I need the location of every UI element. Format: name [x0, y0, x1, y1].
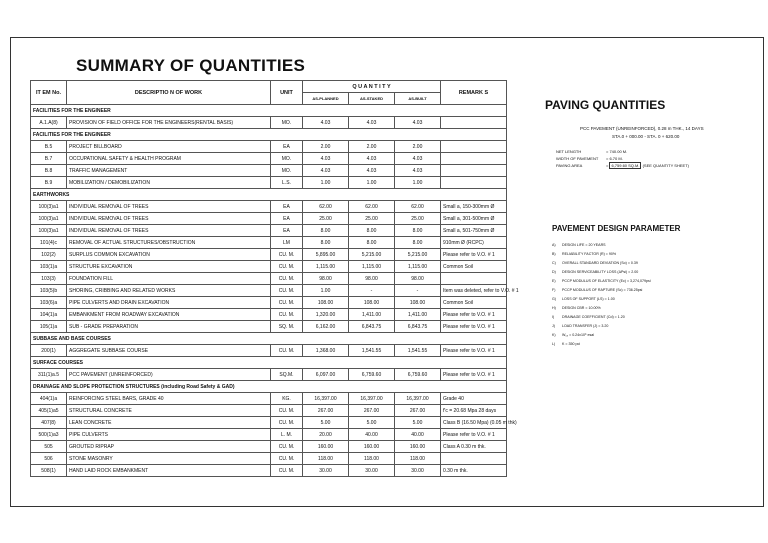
parameter-value: LOSS OF SUPPORT (LS) = 1.00	[562, 297, 615, 301]
table-row	[31, 393, 507, 405]
as-staked-cell: 1,115.00	[349, 261, 395, 273]
item-cell: A.1.A(8)	[31, 117, 67, 129]
item-cell: 103(1)a	[31, 261, 67, 273]
remarks-cell: Common Soil	[441, 297, 507, 309]
item-cell: 505	[31, 441, 67, 453]
section-title: FACILITIES FOR THE ENGINEER	[31, 129, 507, 141]
as-staked-cell: 4.03	[349, 153, 395, 165]
as-planned-cell: 1,115.00	[303, 261, 349, 273]
table-row	[31, 465, 507, 477]
header-as-built: AS-BUILT	[395, 93, 441, 105]
parameter-key: B)	[552, 252, 556, 256]
table-row	[31, 117, 507, 129]
item-cell: 103(5)b	[31, 285, 67, 297]
description-cell: STRUCTURE EXCAVATION	[67, 261, 271, 273]
remarks-cell: Please refer to V.O. # 1	[441, 321, 507, 333]
table-row	[31, 417, 507, 429]
header-as-staked: AS-STAKED	[349, 93, 395, 105]
description-cell: INDIVIDUAL REMOVAL OF TREES	[67, 201, 271, 213]
as-staked-cell: 25.00	[349, 213, 395, 225]
as-built-cell: 1,541.55	[395, 345, 441, 357]
design-parameter-item	[552, 313, 651, 322]
as-staked-cell: 6,843.75	[349, 321, 395, 333]
header-item: IT EM No.	[31, 81, 67, 105]
paving-area-label: PAVING AREA	[556, 163, 583, 168]
item-cell: 103(6)a	[31, 297, 67, 309]
design-parameters	[552, 241, 651, 349]
as-staked-cell: 1,541.55	[349, 345, 395, 357]
description-cell: SHORING, CRIBBING AND RELATED WORKS	[67, 285, 271, 297]
as-built-cell: 62.00	[395, 201, 441, 213]
description-cell: REMOVAL OF ACTUAL STRUCTURES/OBSTRUCTION	[67, 237, 271, 249]
remarks-cell	[441, 165, 507, 177]
description-cell: PCC PAVEMENT (UNREINFORCED)	[67, 369, 271, 381]
paving-area-value: 6,759.60 SQ.M.	[611, 163, 640, 168]
table-row	[31, 225, 507, 237]
design-parameter-item	[552, 304, 651, 313]
remarks-cell	[441, 273, 507, 285]
unit-cell: CU. M.	[271, 261, 303, 273]
design-parameter-item	[552, 268, 651, 277]
as-built-cell: 2.00	[395, 141, 441, 153]
remarks-cell: 0.30 m thk.	[441, 465, 507, 477]
item-cell: B.7	[31, 153, 67, 165]
as-built-cell: 108.00	[395, 297, 441, 309]
parameter-key: C)	[552, 261, 556, 265]
as-planned-cell: 160.00	[303, 441, 349, 453]
section-header-row	[31, 357, 507, 369]
remarks-cell: Small a, 501-750mm Ø	[441, 225, 507, 237]
as-built-cell: 1,411.00	[395, 309, 441, 321]
description-cell: LEAN CONCRETE	[67, 417, 271, 429]
parameter-key: F)	[552, 288, 556, 292]
unit-cell: CU. M.	[271, 285, 303, 297]
design-parameter-item	[552, 331, 651, 340]
as-staked-cell: 1,411.00	[349, 309, 395, 321]
as-planned-cell: 4.03	[303, 117, 349, 129]
item-cell: 100(3)a1	[31, 201, 67, 213]
item-cell: 508(1)	[31, 465, 67, 477]
remarks-cell: Please refer to V.O. # 1	[441, 369, 507, 381]
width-value: = 6.70 M.	[606, 156, 623, 161]
as-planned-cell: 4.03	[303, 165, 349, 177]
section-header-row	[31, 105, 507, 117]
design-parameter-item	[552, 340, 651, 349]
remarks-cell: Class B (16.50 Mpa) (0.05 m thk)	[441, 417, 507, 429]
unit-cell: CU. M.	[271, 465, 303, 477]
as-staked-cell: 6,759.60	[349, 369, 395, 381]
as-built-cell: -	[395, 285, 441, 297]
as-built-cell: 8.00	[395, 225, 441, 237]
item-cell: 506	[31, 453, 67, 465]
section-title: DRAINAGE AND SLOPE PROTECTION STRUCTURES (including Road Safety & GAD)	[31, 381, 507, 393]
item-cell: 200(1)	[31, 345, 67, 357]
description-cell: PIPE CULVERTS	[67, 429, 271, 441]
parameter-value: PCCP MODULUS OF ELASTICITY (Ec) = 3,274,079psi	[562, 279, 651, 283]
as-built-cell: 40.00	[395, 429, 441, 441]
table-row	[31, 297, 507, 309]
table-row	[31, 249, 507, 261]
parameter-key: H)	[552, 306, 556, 310]
table-row	[31, 405, 507, 417]
description-cell: TRAFFIC MANAGEMENT	[67, 165, 271, 177]
as-planned-cell: 8.00	[303, 225, 349, 237]
table-row	[31, 345, 507, 357]
as-built-cell: 4.03	[395, 165, 441, 177]
as-built-cell: 1.00	[395, 177, 441, 189]
header-quantity: Q U A N T I T Y	[303, 81, 441, 93]
item-cell: 404(1)a	[31, 393, 67, 405]
parameter-key: A)	[552, 243, 556, 247]
section-header-row	[31, 189, 507, 201]
parameter-key: L)	[552, 342, 556, 346]
unit-cell: KG.	[271, 393, 303, 405]
as-planned-cell: 8.00	[303, 237, 349, 249]
remarks-cell: Common Soil	[441, 261, 507, 273]
parameter-value: DRAINAGE COEFFICIENT (Cd) = 1.20	[562, 315, 625, 319]
table-row	[31, 165, 507, 177]
as-staked-cell: 1.00	[349, 177, 395, 189]
width-label: WIDTH OF PAVEMENT	[556, 156, 599, 161]
parameter-value: K = 350 pci	[562, 342, 581, 346]
design-parameter-item	[552, 322, 651, 331]
as-staked-cell: 40.00	[349, 429, 395, 441]
parameter-value: DESIGN LIFE = 20 YEARS	[562, 243, 606, 247]
unit-cell: CU. M.	[271, 441, 303, 453]
as-planned-cell: 5.00	[303, 417, 349, 429]
as-planned-cell: 108.00	[303, 297, 349, 309]
description-cell: PROVISION OF FIELD OFFICE FOR THE ENGINEERS(RENTAL BASIS)	[67, 117, 271, 129]
item-cell: 105(1)a	[31, 321, 67, 333]
remarks-cell	[441, 177, 507, 189]
description-cell: PROJECT BILLBOARD	[67, 141, 271, 153]
as-planned-cell: 1,368.00	[303, 345, 349, 357]
as-staked-cell: 8.00	[349, 225, 395, 237]
item-cell: 101(4)c	[31, 237, 67, 249]
parameter-key: D)	[552, 270, 556, 274]
section-header-row	[31, 129, 507, 141]
table-row	[31, 153, 507, 165]
remarks-cell: f'c = 20.68 Mpa 28 days	[441, 405, 507, 417]
as-staked-cell: 267.00	[349, 405, 395, 417]
unit-cell: CU. M.	[271, 297, 303, 309]
as-planned-cell: 6,162.00	[303, 321, 349, 333]
as-built-cell: 118.00	[395, 453, 441, 465]
remarks-cell: Please refer to V.O. # 1	[441, 429, 507, 441]
item-cell: B.9	[31, 177, 67, 189]
as-planned-cell: 1,320.00	[303, 309, 349, 321]
unit-cell: EA	[271, 225, 303, 237]
table-row	[31, 453, 507, 465]
design-parameter-item	[552, 259, 651, 268]
table-row	[31, 429, 507, 441]
design-parameter-item	[552, 295, 651, 304]
unit-cell: SQ.M.	[271, 369, 303, 381]
as-built-cell: 4.03	[395, 117, 441, 129]
remarks-cell	[441, 453, 507, 465]
as-built-cell: 8.00	[395, 237, 441, 249]
description-cell: SUB - GRADE PREPARATION	[67, 321, 271, 333]
description-cell: REINFORCING STEEL BARS, GRADE 40	[67, 393, 271, 405]
unit-cell: CU. M.	[271, 405, 303, 417]
paving-area-note: (SEE QUANTITY SHEET)	[642, 163, 689, 168]
remarks-cell: Small a, 150-300mm Ø	[441, 201, 507, 213]
description-cell: INDIVIDUAL REMOVAL OF TREES	[67, 213, 271, 225]
page-title: SUMMARY OF QUANTITIES	[76, 56, 306, 75]
remarks-cell	[441, 141, 507, 153]
description-cell: HAND LAID ROCK EMBANKMENT	[67, 465, 271, 477]
description-cell: STONE MASONRY	[67, 453, 271, 465]
item-cell: 311(1)a.5	[31, 369, 67, 381]
header-as-planned: AS-PLANNED	[303, 93, 349, 105]
design-parameter-item	[552, 286, 651, 295]
as-built-cell: 5.00	[395, 417, 441, 429]
as-planned-cell: 20.00	[303, 429, 349, 441]
unit-cell: CU. M.	[271, 345, 303, 357]
as-staked-cell: 4.03	[349, 117, 395, 129]
as-planned-cell: 6,097.00	[303, 369, 349, 381]
as-planned-cell: 1.00	[303, 177, 349, 189]
remarks-cell: Please refer to V.O. # 1	[441, 309, 507, 321]
as-staked-cell: 5.00	[349, 417, 395, 429]
parameter-value: DESIGN SERVICEABILITY LOSS (ΔPsi) = 2.00	[562, 270, 639, 274]
remarks-cell	[441, 117, 507, 129]
unit-cell: CU. M.	[271, 453, 303, 465]
section-title: SURFACE COURSES	[31, 357, 507, 369]
parameter-key: G)	[552, 297, 556, 301]
as-staked-cell: 62.00	[349, 201, 395, 213]
unit-cell: CU. M.	[271, 309, 303, 321]
design-parameter-item	[552, 277, 651, 286]
remarks-cell: Class A 0.30 m thk.	[441, 441, 507, 453]
table-row	[31, 369, 507, 381]
item-cell: B.8	[31, 165, 67, 177]
table-row	[31, 273, 507, 285]
parameter-value: PCCP MODULUS OF RAPTURE (Sc) = 736.25psi	[562, 288, 643, 292]
as-planned-cell: 2.00	[303, 141, 349, 153]
item-cell: 103(3)	[31, 273, 67, 285]
as-planned-cell: 4.03	[303, 153, 349, 165]
design-parameter-item	[552, 250, 651, 259]
as-built-cell: 98.00	[395, 273, 441, 285]
as-built-cell: 5,215.00	[395, 249, 441, 261]
as-built-cell: 1,115.00	[395, 261, 441, 273]
item-cell: 102(2)	[31, 249, 67, 261]
paving-title: PAVING QUANTITIES	[545, 98, 666, 112]
paving-values: NET LENGTH = 740.00 M. WIDTH OF PAVEMENT = 6.70 M. PAVING AREA = 6,759.60 SQ.M. (SEE QUANTITY SHEET)	[556, 149, 689, 168]
quantities-table	[30, 80, 519, 477]
header-remarks: REMARK S	[441, 81, 507, 105]
paving-line-1: PCC PAVEMENT (UNREINFORCED), 0.28 m THK., 14 DAYS	[580, 126, 704, 131]
section-header-row	[31, 333, 507, 345]
as-staked-cell: 5,215.00	[349, 249, 395, 261]
unit-cell: MO.	[271, 153, 303, 165]
unit-cell: EA	[271, 201, 303, 213]
description-cell: SURPLUS COMMON EXCAVATION	[67, 249, 271, 261]
description-cell: OCCUPATIONAL SAFETY & HEALTH PROGRAM	[67, 153, 271, 165]
unit-cell: LM	[271, 237, 303, 249]
as-built-cell: 160.00	[395, 441, 441, 453]
parameter-value: W₁₈ = 0.24x10⁶ esal	[562, 333, 595, 337]
parameter-value: RELIABILITY FACTOR (R) = 90%	[562, 252, 617, 256]
unit-cell: EA	[271, 213, 303, 225]
table-row	[31, 309, 507, 321]
table-row	[31, 261, 507, 273]
quantities-body	[31, 105, 519, 477]
table-row	[31, 237, 507, 249]
remarks-cell: 910mm Ø (RCPC)	[441, 237, 507, 249]
design-title: PAVEMENT DESIGN PARAMETER	[552, 224, 681, 233]
as-staked-cell: 2.00	[349, 141, 395, 153]
parameter-key: J)	[552, 324, 555, 328]
description-cell: FOUNDATION FILL	[67, 273, 271, 285]
as-built-cell: 25.00	[395, 213, 441, 225]
section-title: FACILITIES FOR THE ENGINEER	[31, 105, 507, 117]
as-staked-cell: 30.00	[349, 465, 395, 477]
table-row	[31, 285, 507, 297]
as-planned-cell: 30.00	[303, 465, 349, 477]
parameter-value: OVERALL STANDARD DEVIATION (So) = 0.39	[562, 261, 638, 265]
as-staked-cell: 8.00	[349, 237, 395, 249]
as-planned-cell: 5,895.00	[303, 249, 349, 261]
item-cell: 405(1)a5	[31, 405, 67, 417]
table-row	[31, 441, 507, 453]
description-cell: MOBILIZATION / DEMOBILIZATION	[67, 177, 271, 189]
as-staked-cell: 160.00	[349, 441, 395, 453]
item-cell: B.5	[31, 141, 67, 153]
as-staked-cell: 16,397.00	[349, 393, 395, 405]
as-planned-cell: 118.00	[303, 453, 349, 465]
item-cell: 500(1)a3	[31, 429, 67, 441]
net-length-value: = 740.00 M.	[606, 149, 628, 154]
item-cell: 407(8)	[31, 417, 67, 429]
header-description: DESCRIPTIO N OF WORK	[67, 81, 271, 105]
unit-cell: MO.	[271, 165, 303, 177]
table-row	[31, 141, 507, 153]
item-cell: 100(3)a1	[31, 225, 67, 237]
remarks-cell: Please refer to V.O. # 1	[441, 345, 507, 357]
as-staked-cell: 118.00	[349, 453, 395, 465]
as-built-cell: 267.00	[395, 405, 441, 417]
remarks-cell: Please refer to V.O. # 1	[441, 249, 507, 261]
as-built-cell: 30.00	[395, 465, 441, 477]
section-title: SUBBASE AND BASE COURSES	[31, 333, 507, 345]
unit-cell: EA	[271, 141, 303, 153]
header-unit: UNIT	[271, 81, 303, 105]
parameter-key: E)	[552, 279, 556, 283]
description-cell: EMBANKMENT FROM ROADWAY EXCAVATION	[67, 309, 271, 321]
table-row	[31, 177, 507, 189]
table-row	[31, 321, 507, 333]
unit-cell: L. M.	[271, 429, 303, 441]
parameter-key: K)	[552, 333, 556, 337]
item-cell: 100(3)a1	[31, 213, 67, 225]
table-row	[31, 201, 507, 213]
unit-cell: CU. M.	[271, 417, 303, 429]
description-cell: PIPE CULVERTS AND DRAIN EXCAVATION	[67, 297, 271, 309]
description-cell: STRUCTURAL CONCRETE	[67, 405, 271, 417]
net-length-label: NET LENGTH	[556, 149, 582, 154]
as-planned-cell: 16,397.00	[303, 393, 349, 405]
unit-cell: MO.	[271, 117, 303, 129]
as-staked-cell: -	[349, 285, 395, 297]
parameter-value: DESIGN CBR = 10.00%	[562, 306, 601, 310]
as-built-cell: 16,397.00	[395, 393, 441, 405]
as-planned-cell: 25.00	[303, 213, 349, 225]
section-title: EARTHWORKS	[31, 189, 507, 201]
table-row	[31, 213, 507, 225]
section-header-row	[31, 381, 507, 393]
as-staked-cell: 98.00	[349, 273, 395, 285]
as-planned-cell: 1.00	[303, 285, 349, 297]
remarks-cell: Item was deleted, refer to V.O. # 1	[441, 285, 507, 297]
as-built-cell: 4.03	[395, 153, 441, 165]
parameter-value: LOAD TRANSFER (J) = 3.20	[562, 324, 609, 328]
unit-cell: L.S.	[271, 177, 303, 189]
design-parameter-item	[552, 241, 651, 250]
item-cell: 104(1)a	[31, 309, 67, 321]
description-cell: GROUTED RIPRAP	[67, 441, 271, 453]
description-cell: INDIVIDUAL REMOVAL OF TREES	[67, 225, 271, 237]
as-staked-cell: 4.03	[349, 165, 395, 177]
remarks-cell: Small a, 301-500mm Ø	[441, 213, 507, 225]
as-planned-cell: 62.00	[303, 201, 349, 213]
as-staked-cell: 108.00	[349, 297, 395, 309]
remarks-cell	[441, 153, 507, 165]
parameter-key: I)	[552, 315, 555, 319]
unit-cell: CU. M.	[271, 249, 303, 261]
remarks-cell: Grade 40	[441, 393, 507, 405]
as-built-cell: 6,843.75	[395, 321, 441, 333]
unit-cell: SQ. M.	[271, 321, 303, 333]
paving-line-2: STA.0 + 000.00 - STA. 0 + 620.00	[612, 134, 680, 139]
as-planned-cell: 267.00	[303, 405, 349, 417]
description-cell: AGGREGATE SUBBASE COURSE	[67, 345, 271, 357]
unit-cell: CU. M.	[271, 273, 303, 285]
as-built-cell: 6,759.60	[395, 369, 441, 381]
as-planned-cell: 98.00	[303, 273, 349, 285]
